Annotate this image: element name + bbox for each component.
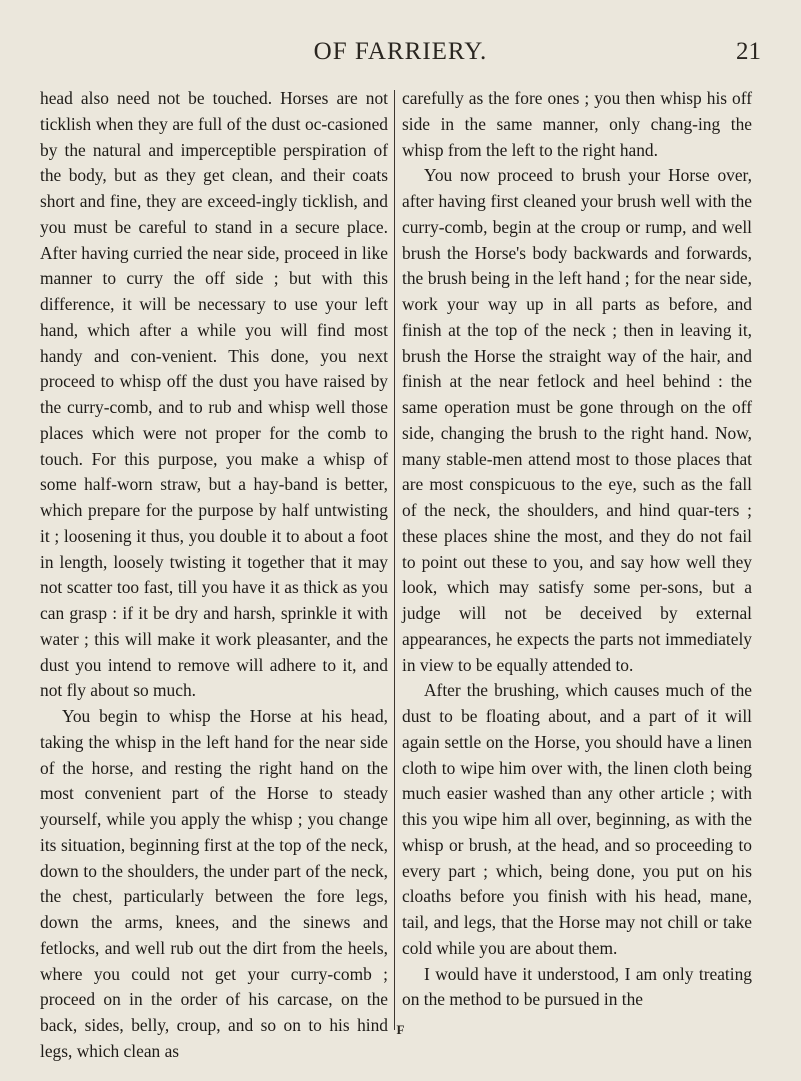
paragraph: You now proceed to brush your Horse over, after having first cleaned your brush well with the curry-comb, begin at the croup or rump, and well brush the Horse's body backwards and forwards, the brush being in the left hand ; for the near side, work your way up in all parts as before, and finish at the top of the neck ; then in leaving it, brush the Horse the straight way of the hair, and finish at the near fetlock and heel behind : the same operation must be gone through on the off side, changing the brush to the right hand. Now, many stable-men attend most to those places that are most conspicuous to the eye, such as the fall of the neck, the shoulders, and hind quar-ters ; these places shine the most, and they do not fail to point out these to you, and say how well they look, which may satisfy some per-sons, but a judge will not be deceived by external appearances, he expects the parts not immediately in view to be equally attended to. bbox=[402, 165, 752, 675]
signature-mark: F bbox=[396, 1022, 405, 1037]
paragraph: head also need not be touched. Horses are not ticklish when they are full of the dust oc-casioned by the natural and imperceptible perspiration of the body, but as they get clean, and their coats short and fine, they are exceed-ingly ticklish, and you must be careful to stand in a secure place. After having curried the near side, proceed in like manner to curry the off side ; but with this difference, it will be necessary to use your left hand, which after a while you will find most handy and con-venient. This done, you next proceed to whisp off the dust you have raised by the curry-comb, and to rub and whisp well those places which were not proper for the comb to touch. For this purpose, you make a whisp of some half-worn straw, but a hay-band is better, which prepare for the purpose by half untwisting it ; loosening it thus, you double it to about a foot in length, loosely twisting it together that it may not scatter too fast, till you have it as thick as you can grasp : if it be dry and harsh, sprinkle it with water ; this will make it work pleasanter, and the dust you intend to remove will adhere to it, and not fly about so much. bbox=[40, 88, 388, 701]
running-title: OF FARRIERY. bbox=[313, 38, 488, 65]
paragraph: After the brushing, which causes much of the dust to be floating about, and a part of it will again settle on the Horse, you should have a linen cloth to wipe him over with, the linen cloth being much easier washed than any other article ; with this you wipe him all over, beginning, as with the whisp or brush, at the head, and so proceeding to every part ; which, being done, you put on his cloaths before you finish with his head, mane, tail, and legs, that the Horse may not chill or take cold while you are about them. bbox=[402, 680, 752, 958]
left-column bbox=[40, 86, 388, 1065]
paragraph: carefully as the fore ones ; you then whisp his off side in the same manner, only chang-ing the whisp from the left to the right hand. bbox=[402, 88, 752, 160]
right-column bbox=[402, 86, 752, 1013]
text-columns bbox=[40, 86, 766, 1061]
paragraph: I would have it understood, I am only treating on the method to be pursued in the bbox=[402, 963, 752, 1010]
page-number: 21 bbox=[736, 38, 761, 65]
paragraph: You begin to whisp the Horse at his head, taking the whisp in the left hand for the near side of the horse, and resting the right hand on the most convenient part of the Horse to steady yourself, while you apply the whisp ; you change its situation, beginning first at the top of the neck, down to the shoulders, the under part of the neck, the chest, particularly between the fore legs, down the arms, knees, and the sinews and fetlocks, and well rub out the dirt from the heels, where you could not get your curry-comb ; proceed on in the order of his carcase, on the back, sides, belly, croup, and so on to his hind legs, which clean as bbox=[40, 706, 388, 1061]
running-header bbox=[0, 38, 801, 68]
